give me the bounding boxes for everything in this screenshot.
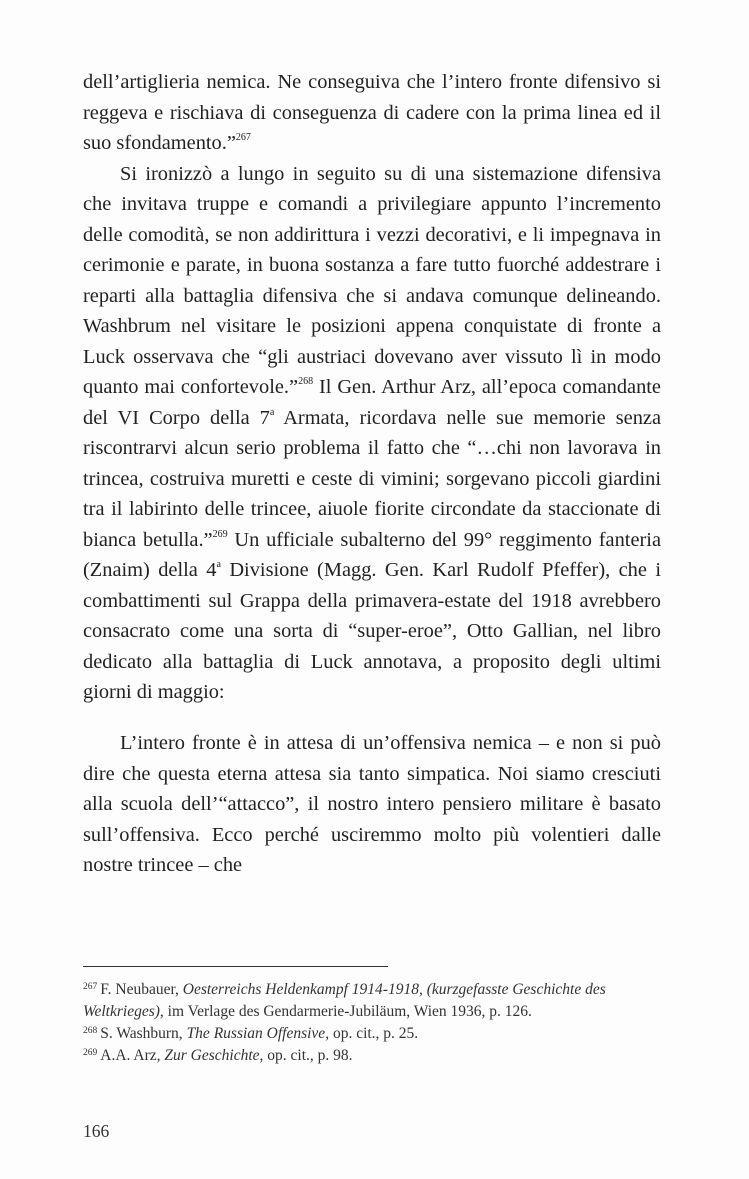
footnotes (83, 979, 661, 1068)
footnote-details: , op. cit., p. 98. (259, 1047, 353, 1065)
paragraph-2-text-e: Divisione (Magg. Gen. Karl Rudolf Pfeffer), che i combattimenti sul Grappa della primavera-estate del 1918 avrebbero consacrato come una sorta di “super-eroe”, Otto Gallian, nel libro dedicato alla battaglia di Luck annotava, a proposito degli ultimi giorni di maggio: (83, 559, 662, 703)
footnote-title: Zur Geschichte (164, 1047, 260, 1065)
footnote-author: A.A. Arz, (100, 1047, 165, 1065)
footnote-267 (83, 979, 661, 1023)
block-quote (83, 728, 661, 881)
ordinal-superscript: a (269, 406, 275, 418)
paragraph-2-text-c: Armata, ricordava nelle sue memorie senza riscontrarvi alcun serio problema il fatto che “…chi non lavorava in trincea, costruiva muretti e ceste di vimini; sorgevano piccoli giardini tra il labirinto delle trincee, aiuole fiorite circondate da staccionate di bianca betulla.” (83, 406, 662, 551)
quote-text: L’intero fronte è in attesa di un’offensiva nemica – e non si può dire che questa eterna attesa sia tanto simpatica. Noi siamo cresciuti alla scuola dell’“attacco”, il nostro intero pensiero militare è basato sull’offensiva. Ecco perché usciremmo molto più volentieri dalle nostre trincee – che (83, 732, 661, 876)
footnote-number: 268 (83, 1026, 98, 1037)
footnote-ref-269[interactable]: 269 (212, 528, 228, 540)
footnote-title: The Russian Offensive (186, 1025, 326, 1043)
paragraph-2-text-d: Un ufficiale subalterno del 99° reggimento fanteria (Znaim) della 4 (83, 528, 661, 581)
footnote-269 (83, 1045, 661, 1067)
paragraph-1-text: dell’artiglieria nemica. Ne conseguiva che l’intero fronte difensivo si reggeva e rischiava di conseguenza di cadere con la prima linea ed il suo sfondamento.” (83, 71, 661, 154)
footnote-details: , im Verlage des Gendarmerie-Jubiläum, Wien 1936, p. 126. (159, 1002, 532, 1020)
paragraph-2-text-a: Si ironizzò a lungo in seguito su di una sistemazione difensiva che invitava truppe e comandi a privilegiare appunto l’incremento delle comodità, se non addirittura i vezzi decorativi, e li impegnava in cerimonie e parate, in buona sostanza a fare tutto fuorché addestrare i reparti alla battaglia difensiva che si andava comunque delineando. Washbrum nel visitare le posizioni appena conquistate di fronte a Luck osservava che “gli austriaci dovevano aver vissuto lì in modo quanto mai confortevole.” (83, 162, 661, 398)
page-number: 166 (83, 1121, 110, 1141)
footnote-details: , op. cit., p. 25. (325, 1025, 419, 1043)
footnote-separator (83, 966, 388, 967)
footnote-268 (83, 1023, 661, 1045)
paragraph-2-text-b: Il Gen. Arthur Arz, all’epoca comandante del VI Corpo della 7 (83, 376, 661, 429)
footnote-title: Oesterreichs Heldenkampf 1914-1918, (kurzgefasste Geschichte des Weltkrieges) (83, 981, 606, 1020)
main-text (83, 67, 661, 708)
paragraph-2 (83, 159, 661, 708)
footnote-number: 267 (83, 982, 98, 992)
footnote-ref-267[interactable]: 267 (235, 132, 251, 143)
paragraph-1 (83, 67, 661, 159)
footnote-author: S. Washburn, (100, 1025, 187, 1043)
footnote-author: F. Neubauer, (100, 981, 183, 998)
footnote-number: 269 (83, 1048, 98, 1059)
ordinal-superscript: a (216, 559, 221, 570)
footnote-ref-268[interactable]: 268 (298, 376, 314, 387)
